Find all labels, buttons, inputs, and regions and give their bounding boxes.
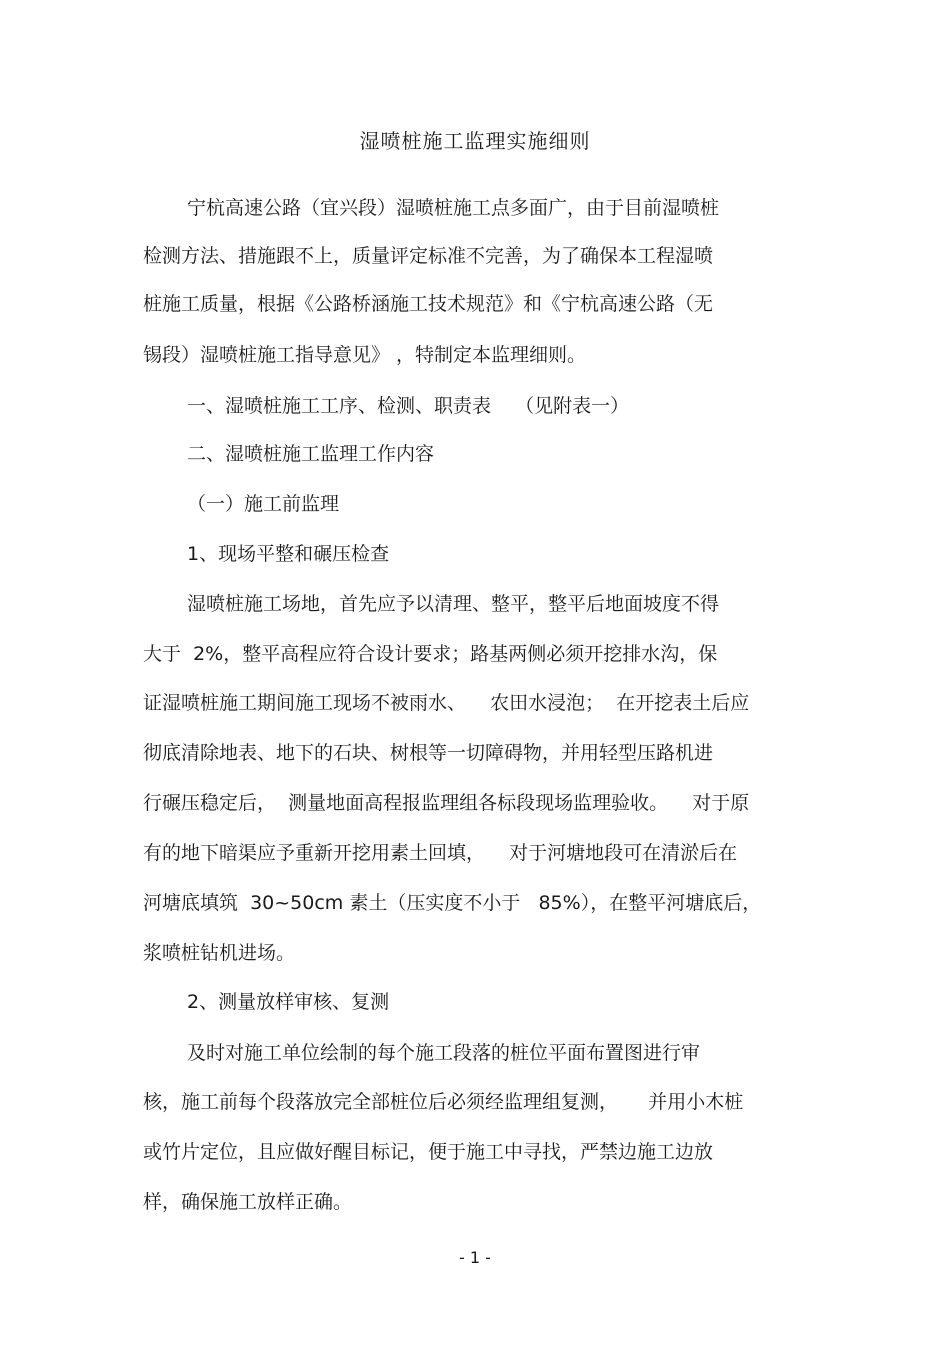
paragraph-line: 及时对施工单位绘制的每个施工段落的桩位平面布置图进行审 (187, 1042, 701, 1064)
paragraph-line: 核，施工前每个段落放完全部桩位后必须经监理组复测， 并用小木桩 (143, 1091, 744, 1113)
page-number: - 1 - (459, 1248, 491, 1267)
paragraph-line: 大于 2%，整平高程应符合设计要求；路基两侧必须开挖排水沟，保 (143, 643, 718, 665)
paragraph-line: 浆喷桩钻机进场。 (143, 942, 296, 964)
item-heading: 2、测量放样审核、复测 (187, 991, 390, 1013)
paragraph-line: 锡段）湿喷桩施工指导意见》 ，特制定本监理细则。 (143, 344, 587, 366)
document-title: 湿喷桩施工监理实施细则 (359, 129, 591, 153)
paragraph-line: 有的地下暗渠应予重新开挖用素土回填， 对于河塘地段可在清淤后在 (143, 842, 738, 864)
section-heading: 二、湿喷桩施工监理工作内容 (187, 443, 435, 465)
paragraph-line: 湿喷桩施工场地，首先应予以清理、整平，整平后地面坡度不得 (187, 593, 720, 615)
paragraph-line: 桩施工质量，根据《公路桥涵施工技术规范》和《宁杭高速公路（无 (143, 293, 714, 315)
subsection-heading: （一）施工前监理 (187, 493, 340, 515)
paragraph-line: 或竹片定位，且应做好醒目标记，便于施工中寻找，严禁边施工边放 (143, 1141, 714, 1163)
paragraph-line: 证湿喷桩施工期间施工现场不被雨水、 农田水浸泡； 在开挖表土后应 (143, 692, 750, 714)
paragraph-line: 行碾压稳定后， 测量地面高程报监理组各标段现场监理验收。 对于原 (143, 792, 750, 814)
item-heading: 1、现场平整和碾压检查 (187, 543, 390, 565)
paragraph-line: 样，确保施工放样正确。 (143, 1191, 353, 1213)
paragraph-line: 河塘底填筑 30~50cm 素土（压实度不小于 85%），在整平河塘底后， (143, 892, 762, 914)
paragraph-line: 彻底清除地表、地下的石块、树根等一切障碍物，并用轻型压路机进 (143, 742, 714, 764)
paragraph-line: 检测方法、措施跟不上，质量评定标准不完善，为了确保本工程湿喷 (143, 245, 714, 267)
paragraph-line: 宁杭高速公路（宜兴段）湿喷桩施工点多面广，由于目前湿喷桩 (187, 197, 720, 219)
section-heading: 一、湿喷桩施工工序、检测、职责表 （见附表一） (187, 395, 630, 417)
